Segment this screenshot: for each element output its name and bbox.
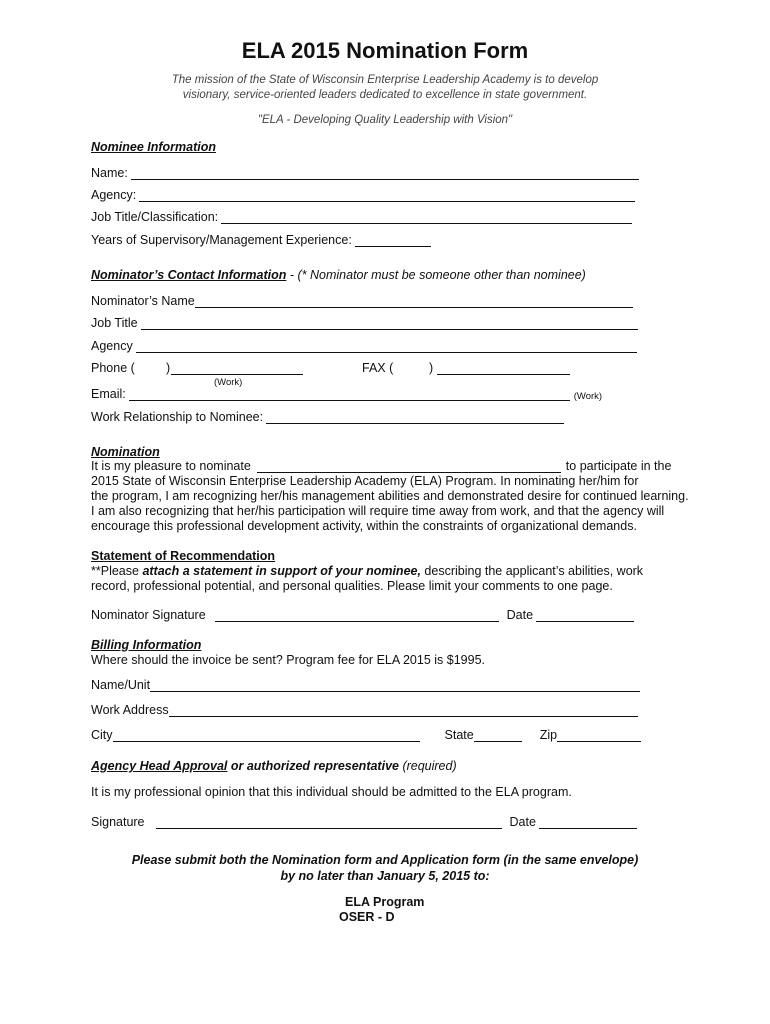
fax-field[interactable] [437, 362, 570, 375]
recommendation-line-1 [91, 564, 711, 579]
nomination-line-2: 2015 State of Wisconsin Enterprise Leadership Academy (ELA) Program. In nominating her/him for [91, 474, 639, 488]
phone-work-note: (Work) [214, 377, 243, 388]
recommendation-text-c: describing the applicant’s abilities, work [420, 564, 644, 578]
nominator-date-field[interactable] [536, 609, 634, 622]
approval-signature-field[interactable] [156, 816, 502, 829]
address-line-2: OSER - D [339, 910, 395, 924]
nominee-agency-label: Agency: [91, 188, 137, 202]
recommendation-heading: Statement of Recommendation [91, 549, 276, 563]
phone-field[interactable] [171, 362, 303, 375]
nominee-job-label: Job Title/Classification: [91, 210, 219, 224]
approval-heading-row [91, 759, 457, 773]
billing-state-field[interactable] [474, 729, 522, 742]
nominator-heading-row [91, 268, 586, 282]
fax-label: FAX ( [362, 361, 394, 375]
email-label: Email: [91, 387, 126, 401]
nominee-name-row [91, 166, 639, 180]
relationship-row [91, 410, 564, 424]
billing-city-row [91, 728, 641, 742]
nominator-agency-label: Agency [91, 339, 133, 353]
email-work-note: (Work) [573, 391, 603, 402]
approval-required: (required) [398, 759, 457, 773]
nominator-heading: Nominator’s Contact Information [91, 268, 287, 282]
nominator-date-label: Date [506, 608, 534, 622]
billing-heading: Billing Information [91, 638, 202, 652]
nominator-job-label: Job Title [91, 316, 138, 330]
nomination-line-4: I am also recognizing that her/his participation will require time away from work, and that the agency will [91, 504, 665, 518]
mission-line-1: The mission of the State of Wisconsin Enterprise Leadership Academy is to develop [171, 74, 599, 86]
mission-statement [0, 73, 770, 103]
nominator-heading-note: - (* Nominator must be someone other than nominee) [286, 268, 586, 282]
billing-zip-field[interactable] [557, 729, 641, 742]
nomination-paragraph [91, 474, 711, 534]
approval-signature-row [91, 815, 637, 829]
nominee-job-field[interactable] [221, 211, 632, 224]
nominator-name-field[interactable] [195, 295, 633, 308]
submit-instruction-2: by no later than January 5, 2015 to: [280, 869, 490, 883]
billing-name-field[interactable] [150, 679, 640, 692]
nominee-years-label: Years of Supervisory/Management Experience: [91, 233, 352, 247]
nominee-years-field[interactable] [355, 234, 431, 247]
nominee-name-label: Name: [91, 166, 128, 180]
approval-date-label: Date [509, 815, 536, 829]
nominee-name-inline-field[interactable] [257, 460, 561, 473]
billing-address-row [91, 703, 638, 717]
address-line-1: ELA Program [345, 895, 425, 909]
nominee-agency-field[interactable] [139, 189, 635, 202]
billing-address-field[interactable] [169, 704, 638, 717]
billing-question: Where should the invoice be sent? Program fee for ELA 2015 is $1995. [91, 653, 485, 667]
recommendation-text [91, 564, 711, 594]
billing-state-label: State [444, 728, 474, 742]
email-row [91, 387, 602, 401]
nomination-line-1 [91, 459, 671, 473]
approval-signature-label: Signature [91, 815, 145, 829]
relationship-label: Work Relationship to Nominee: [91, 410, 264, 424]
approval-heading: Agency Head Approval [91, 759, 228, 773]
nomination-line-5: encourage this professional development activity, within the constraints of organizational demands. [91, 519, 637, 533]
recommendation-text-a: **Please [91, 564, 143, 578]
nominee-heading: Nominee Information [91, 140, 217, 154]
recommendation-text-b: attach a statement in support of your nominee, [142, 564, 421, 578]
phone-label: Phone ( [91, 361, 135, 375]
email-field[interactable] [129, 388, 570, 401]
page-title: ELA 2015 Nomination Form [241, 38, 529, 63]
motto-quote: "ELA - Developing Quality Leadership with Vision" [257, 114, 513, 126]
relationship-field[interactable] [266, 411, 564, 424]
nominator-signature-field[interactable] [215, 609, 499, 622]
nomination-text-a: It is my pleasure to nominate [91, 459, 251, 473]
nominee-years-row [91, 233, 431, 247]
recommendation-line-2: record, professional potential, and personal qualities. Please limit your comments to one page. [91, 579, 613, 593]
approval-heading-b: or authorized representative [227, 759, 399, 773]
phone-paren: ) [166, 361, 171, 375]
billing-zip-label: Zip [539, 728, 558, 742]
nominee-job-row [91, 210, 632, 224]
fax-paren: ) [429, 361, 434, 375]
nomination-heading: Nomination [91, 445, 160, 459]
nominee-agency-row [91, 188, 635, 202]
billing-name-row [91, 678, 640, 692]
nomination-line-3: the program, I am recognizing her/his management abilities and demonstrated desire for continued learning. [91, 489, 689, 503]
nominator-name-label: Nominator’s Name [91, 294, 195, 308]
approval-date-field[interactable] [539, 816, 637, 829]
nominee-name-field[interactable] [131, 167, 639, 180]
billing-address-label: Work Address [91, 703, 169, 717]
approval-opinion: It is my professional opinion that this individual should be admitted to the ELA program. [91, 785, 572, 799]
nominator-agency-field[interactable] [136, 340, 637, 353]
mission-line-2: visionary, service-oriented leaders dedicated to excellence in state government. [182, 89, 588, 101]
billing-city-label: City [91, 728, 113, 742]
nomination-text-b: to participate in the [565, 459, 672, 473]
nominator-signature-row [91, 608, 634, 622]
nominator-job-field[interactable] [141, 317, 638, 330]
nominator-job-row [91, 316, 638, 330]
nominator-signature-label: Nominator Signature [91, 608, 206, 622]
billing-city-field[interactable] [113, 729, 420, 742]
nominator-name-row [91, 294, 633, 308]
billing-name-label: Name/Unit [91, 678, 151, 692]
submit-instruction-1: Please submit both the Nomination form and Application form (in the same envelope) [131, 853, 639, 867]
nominator-agency-row [91, 339, 637, 353]
